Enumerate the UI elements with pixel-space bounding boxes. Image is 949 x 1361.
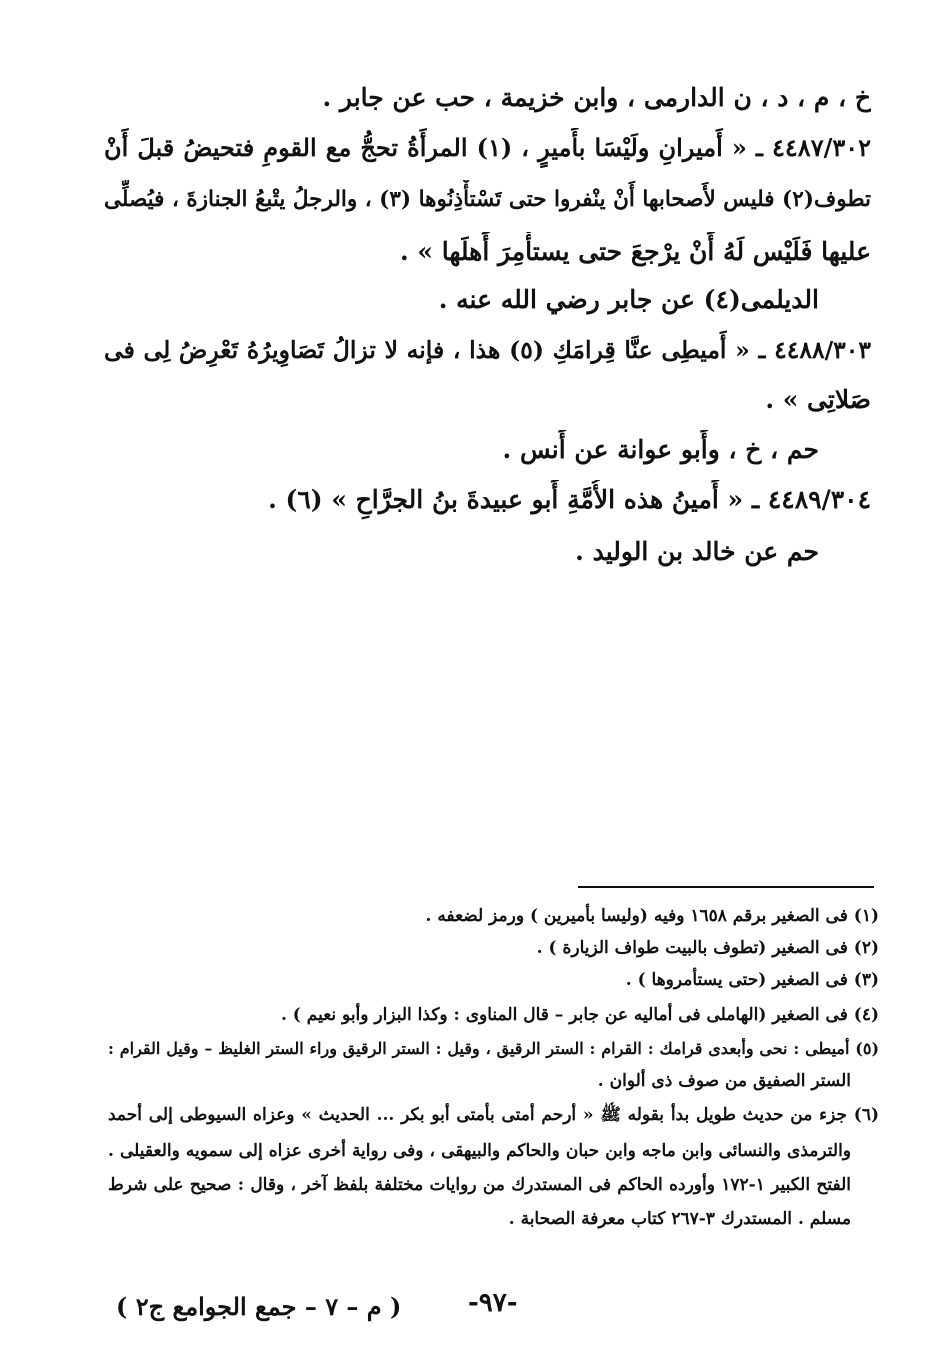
footnote-6-line-1: (٦) جزء من حديث طويل بدأ بقوله ﷺ « أرحم أمتى بأمتى أبو بكر ... الحديث » وعزاه السيوطى إلى أحمد: [108, 1105, 879, 1125]
hadith-4488-line-2: صَلاتِى » .: [765, 385, 871, 414]
source-line-4489: حم عن خالد بن الوليد .: [575, 537, 819, 566]
source-line-4487: الديلمى(٤) عن جابر رضي الله عنه .: [438, 285, 819, 314]
footnote-6-line-2: والترمذى والنسائى وابن ماجه وابن حبان والحاكم والبيهقى ، وفى رواية أخرى عزاه إلى سمويه والعقيلى .: [108, 1141, 851, 1161]
footnote-5-line-2: الستر الصفيق من صوف ذى ألوان .: [597, 1071, 851, 1091]
source-line-4488: حم ، خ ، وأَبو عوانة عن أَنس .: [502, 435, 819, 464]
hadith-4489-line-1: ٤٤٨٩/٣٠٤ ـ « أَمينُ هذه الأُمَّةِ أَبو عبيدةَ بنُ الجرَّاحِ » (٦) .: [268, 485, 871, 514]
footnote-6-line-4: مسلم . المستدرك ٣-٢٦٧ كتاب معرفة الصحابة .: [508, 1209, 851, 1229]
footnote-2: (٢) فى الصغير (تطوف بالبيت طواف الزيارة ) .: [536, 938, 879, 958]
footnote-1: (١) فى الصغير برقم ١٦٥٨ وفيه (وليسا بأميرين ) ورمز لضعفه .: [425, 906, 879, 926]
body-line-1: خ ، م ، د ، ن الدارمى ، وابن خزيمة ، حب عن جابر .: [322, 83, 871, 112]
footnote-5-line-1: (٥) أميطى : نحى وأبعدى قرامك : القرام : الستر الرقيق ، وقيل : الستر الرقيق وراء الستر الغليظ – وقيل القرام :: [108, 1039, 879, 1058]
footnote-3: (٣) فى الصغير (حتى يستأمروها ) .: [625, 970, 879, 990]
page-number: -٩٧-: [468, 1288, 518, 1318]
hadith-4488-line-1: ٤٤٨٨/٣٠٣ ـ « أَميطِى عنَّا قِرامَكِ (٥) هذا ، فإنه لا تزالُ تَصَاوِيرُهُ تَعْرِضُ لِى فى: [104, 336, 871, 364]
footnote-6-line-3: الفتح الكبير ١-١٧٢ وأورده الحاكم فى المستدرك من روايات مختلفة بلفظ آخر ، وقال : صحيح على شرط: [108, 1175, 851, 1195]
signature-mark: ( م – ٧ – جمع الجوامع ج٢ ): [116, 1292, 402, 1321]
hadith-4487-line-3: عليها فَلَيْس لَهُ أَنْ يرْجعَ حتى يستأْمِرَ أَهلَها » .: [399, 237, 871, 266]
hadith-4487-line-2: تطوف(٢) فليس لأَصحابها أَنْ ينْفروا حتى تَسْتأْذِنُوها (٣) ، والرجلُ يتْبعُ الجنازةَ ، فيُصلِّى: [104, 187, 871, 212]
hadith-4487-line-1: ٤٤٨٧/٣٠٢ ـ « أَميرانِ ولَيْسَا بأَميرٍ ، (١) المرأَةُ تحجُّ مع القومِ فتحيضُ قبلَ أَنْ: [104, 133, 871, 162]
footnote-divider: [578, 886, 874, 888]
footnote-4: (٤) فى الصغير (الهاملى فى أماليه عن جابر – قال المناوى : وكذا البزار وأبو نعيم ) .: [280, 1005, 879, 1025]
